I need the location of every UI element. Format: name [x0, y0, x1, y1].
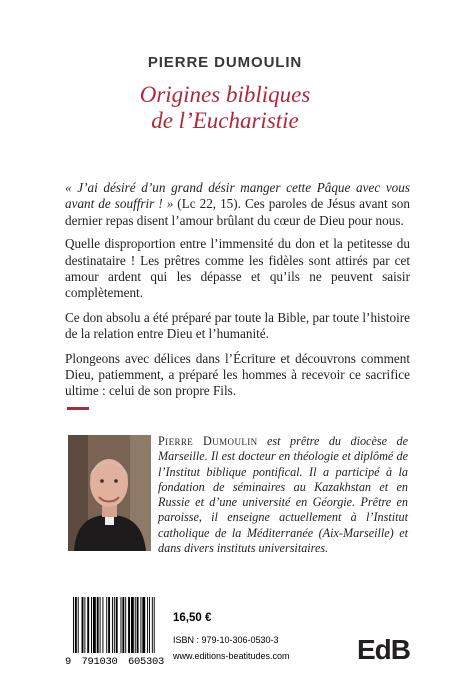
barcode-lead-digit: 9: [65, 656, 72, 668]
barcode-bar: [73, 597, 74, 653]
author-bio: [158, 434, 408, 556]
barcode-bar: [82, 597, 84, 653]
publisher-logo: [357, 634, 410, 666]
barcode-bar: [112, 597, 113, 653]
blurb-quote-rest: (Lc 22, 15). Ces paroles de Jésus avant son dernier repas disent l’amour brûlant du cœur de Dieu pour nous.: [65, 196, 410, 228]
blurb-paragraph-2: Quelle disproportion entre l’immensité du don et la petitesse du destinataire ! Les prêtres comme les fidèles sont attirés par cet amour ardent qui les dépasse et qu’ils ne peuvent saisir complètement.: [65, 236, 410, 301]
barcode-bar: [91, 597, 92, 653]
barcode-bar: [142, 597, 145, 653]
barcode-bar: [140, 597, 141, 653]
barcode-bar: [100, 597, 101, 653]
barcode-bar: [97, 597, 99, 653]
blurb-quote: « J’ai désiré d’un grand désir manger cette Pâque avec vous avant de souffrir ! »: [65, 180, 410, 212]
barcode-bar: [78, 597, 79, 653]
barcode-bar: [108, 597, 110, 653]
barcode-bar: [131, 597, 134, 653]
barcode-bar: [121, 597, 122, 653]
author-name-top: PIERRE DUMOULIN: [147, 54, 303, 71]
barcode-bar: [125, 597, 126, 653]
bio-author-name: Pierre Dumoulin: [158, 434, 258, 448]
section-divider: [67, 407, 89, 410]
barcode-bar: [128, 597, 130, 653]
barcode-bar: [137, 597, 139, 653]
book-title: [0, 82, 450, 134]
barcode-left-group: 791030: [81, 656, 118, 668]
barcode-bar: [116, 597, 118, 653]
blurb-paragraph-4: Plongeons avec délices dans l’Écriture et découvrons comment Dieu, patiemment, a préparé les hommes à recevoir ce sacrifice ultime : celui de son propre Fils.: [65, 350, 410, 399]
barcode-bar: [87, 597, 89, 653]
barcode-bar: [106, 597, 107, 653]
blurb-paragraph-3: Ce don absolu a été préparé par toute la Bible, par toute l’histoire de la relation entre Dieu et l’humanité.: [65, 309, 410, 342]
publisher-logo-text: EdB: [357, 634, 410, 665]
barcode: [65, 597, 164, 671]
barcode-bar: [122, 597, 124, 653]
barcode-bar: [147, 597, 148, 653]
book-title-line-1: Origines bibliques: [139, 82, 311, 107]
barcode-bar: [114, 597, 115, 653]
barcode-bars: [73, 597, 159, 655]
price: 16,50 €: [173, 612, 212, 624]
barcode-bar: [152, 597, 153, 653]
barcode-bar: [154, 597, 155, 653]
barcode-bar: [135, 597, 136, 653]
author-photo: [68, 435, 151, 551]
barcode-bar: [102, 597, 103, 653]
barcode-bar: [149, 597, 150, 653]
blurb-paragraph-1: [65, 180, 410, 229]
barcode-right-group: 605303: [127, 656, 164, 668]
barcode-bar: [93, 597, 96, 653]
barcode-bar: [75, 597, 77, 653]
blurb: [65, 180, 410, 408]
bio-text: est prêtre du diocèse de Marseille. Il est docteur en théologie et diplômé de l’Institut biblique pontifical. Il a participé à la fondation de séminaires au Kazakhstan et en Russie et d’une université en Géorgie. Prêtre en paroisse, il enseigne actuellement à l’Institut catholique de la Méditerranée (Aix-Marseille) et dans divers instituts universitaires.: [158, 434, 408, 556]
isbn: ISBN : 979-10-306-0530-3: [173, 635, 279, 645]
barcode-digits: [65, 656, 164, 668]
barcode-bar: [84, 597, 85, 653]
book-title-line-2: de l’Eucharistie: [151, 108, 299, 133]
publisher-website: www.editions-beatitudes.com: [173, 651, 290, 661]
